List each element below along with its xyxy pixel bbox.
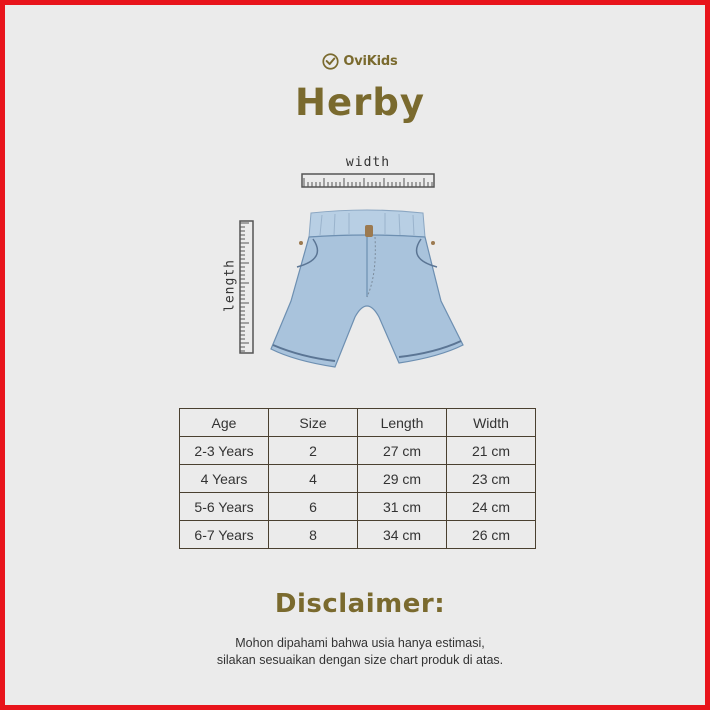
cell-width: 21 cm	[447, 437, 536, 465]
table-row	[180, 521, 536, 549]
cell-size: 6	[269, 493, 358, 521]
cell-age: 6-7 Years	[180, 521, 269, 549]
product-title: Herby	[295, 81, 425, 124]
header-length: Length	[358, 409, 447, 437]
disclaimer-line-1: Mohon dipahami bahwa usia hanya estimasi,	[235, 636, 485, 650]
cell-size: 2	[269, 437, 358, 465]
cell-length: 27 cm	[358, 437, 447, 465]
cell-length: 34 cm	[358, 521, 447, 549]
cell-width: 26 cm	[447, 521, 536, 549]
brand-name: OviKids	[343, 54, 398, 69]
heart-check-icon	[322, 53, 339, 70]
brand-logo	[5, 53, 710, 70]
disclaimer-heading: Disclaimer:	[274, 589, 446, 619]
cell-size: 8	[269, 521, 358, 549]
cell-length: 31 cm	[358, 493, 447, 521]
cell-length: 29 cm	[358, 465, 447, 493]
length-ruler	[239, 220, 255, 354]
table-row	[180, 493, 536, 521]
header-size: Size	[269, 409, 358, 437]
header-age: Age	[180, 409, 269, 437]
cell-age: 4 Years	[180, 465, 269, 493]
disclaimer-line-2: silakan sesuaikan dengan size chart produk di atas.	[216, 653, 504, 667]
cell-size: 4	[269, 465, 358, 493]
cell-age: 2-3 Years	[180, 437, 269, 465]
denim-shorts-icon	[267, 205, 467, 375]
size-chart-table	[179, 408, 536, 549]
disclaimer-text	[5, 635, 710, 669]
table-header-row	[180, 409, 536, 437]
width-ruler	[301, 173, 435, 189]
length-label: length	[222, 259, 238, 312]
header-width: Width	[447, 409, 536, 437]
cell-width: 23 cm	[447, 465, 536, 493]
table-row	[180, 437, 536, 465]
width-label: width	[345, 155, 391, 170]
cell-width: 24 cm	[447, 493, 536, 521]
cell-age: 5-6 Years	[180, 493, 269, 521]
table-row	[180, 465, 536, 493]
